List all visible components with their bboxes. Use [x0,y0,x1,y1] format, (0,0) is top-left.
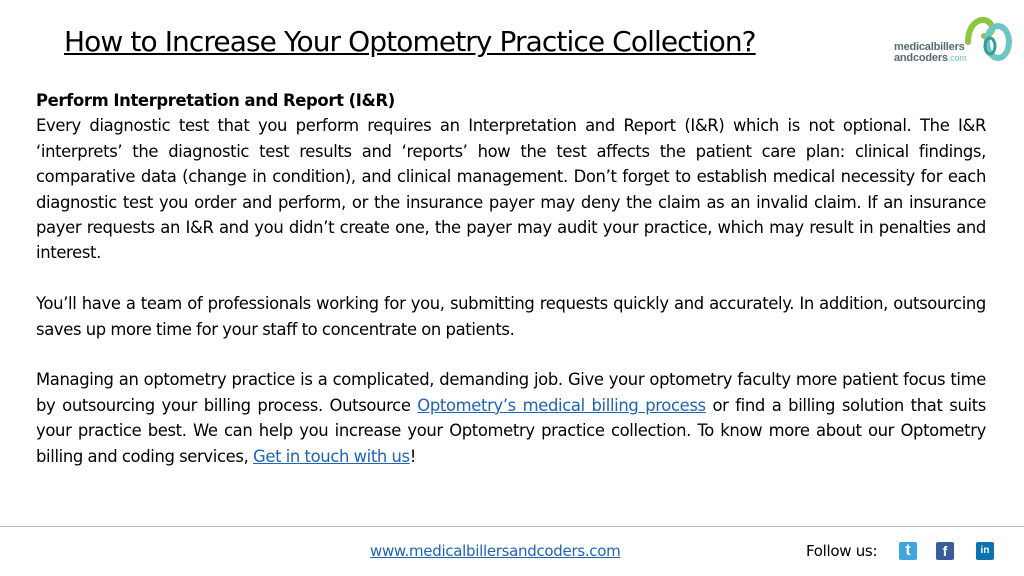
footer-divider [0,526,1024,527]
logo-line2-suffix: .com [947,53,967,63]
billing-process-link[interactable]: Optometry’s medical billing process [417,395,706,415]
page-title: How to Increase Your Optometry Practice Collection? [64,25,756,58]
paragraph-text: ! [409,446,416,466]
facebook-glyph: f [942,543,948,559]
paragraph-managing [36,367,986,469]
paragraph-ir: Every diagnostic test that you perform requires an Interpretation and Report (I&R) which is not optional. The I&R ‘interprets’ the diagnostic test results and ‘reports’ how the test affects the patient care plan: clinical findings, comparative data (change in condition), and clinical management. Don’t forget to establish medical necessity for each diagnostic test you order and perform, or the insurance payer may deny the claim as an invalid claim. If an insurance payer requests an I&R and you didn’t create one, the payer may audit your practice, which may result in penalties and interest. [36,116,986,263]
logo-text [894,42,967,64]
contact-link[interactable]: Get in touch with us [253,446,410,466]
twitter-icon[interactable] [899,542,917,560]
twitter-glyph: t [905,542,911,559]
logo-line2: andcoders [894,52,948,64]
follow-label: Follow us: [806,542,878,560]
article-body [36,88,986,469]
facebook-icon[interactable] [936,542,954,560]
linkedin-icon[interactable] [976,542,994,560]
paragraph-team: You’ll have a team of professionals working for you, submitting requests quickly and accurately. In addition, outsourcing saves up more time for your staff to concentrate on patients. [36,294,986,339]
section-heading: Perform Interpretation and Report (I&R) [36,91,395,110]
website-link[interactable]: www.medicalbillersandcoders.com [370,542,621,560]
paragraph-text: or find a billing solution that suits your practice best. We can help you increase your Optometry practice collection. To know more about our Optometry billing and coding services, [36,395,986,466]
linkedin-glyph: in [980,545,990,556]
paragraph-text: Managing an optometry practice is a complicated, demanding job. Give your optometry faculty more patient focus time by outsourcing your billing process. Outsource [36,370,986,415]
logo-line1: medicalbillers [894,41,965,53]
